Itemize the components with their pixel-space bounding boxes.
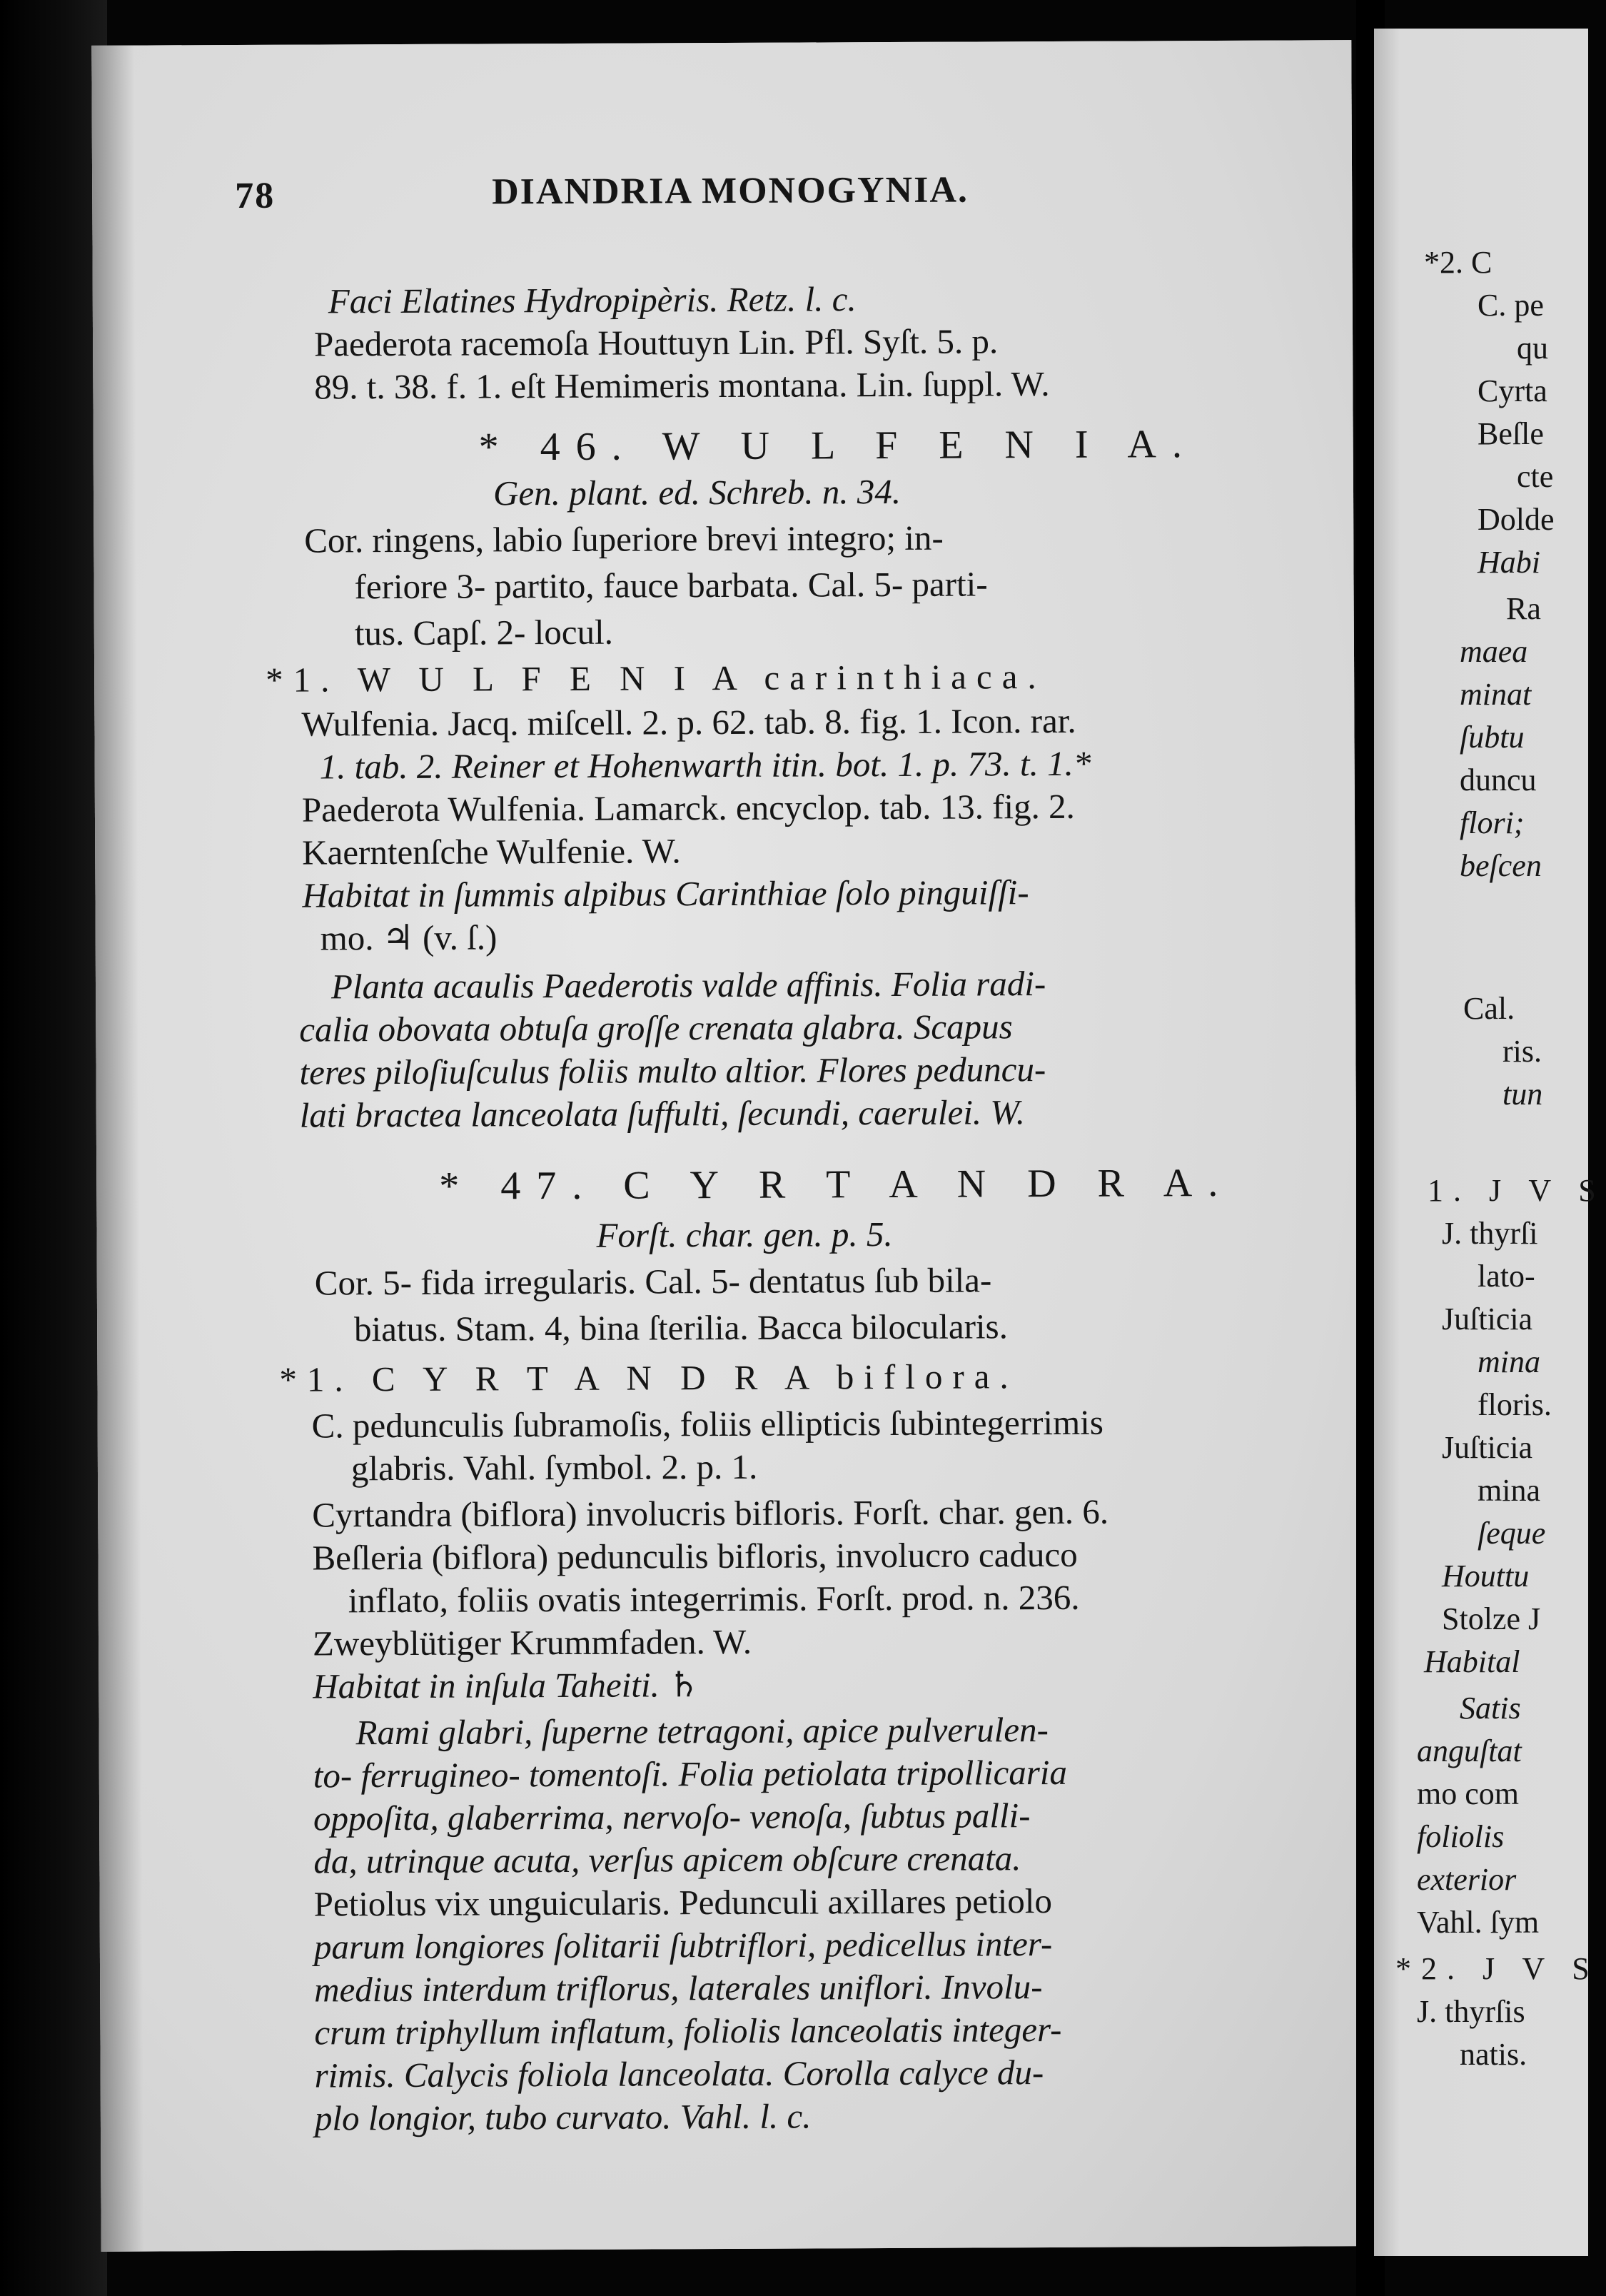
text-line: lato- (1478, 1259, 1535, 1294)
text-line: Cor. 5- fida irregularis. Cal. 5- dentatus ſub bila- (314, 1260, 992, 1303)
text-line: Ra (1506, 591, 1541, 626)
species-heading: *1. W U L F E N I A carinthiaca. (266, 657, 1046, 700)
text-line: Cal. (1463, 991, 1515, 1026)
right-page-fragment (1374, 29, 1606, 2256)
text-line: natis. (1460, 2037, 1527, 2072)
text-line: C. pe (1478, 288, 1544, 323)
text-line: Kaerntenſche Wulfenie. W. (302, 831, 681, 872)
text-line: Juſticia (1442, 1430, 1533, 1465)
text-line: ſubtu (1460, 720, 1525, 755)
text-line: lati bractea lanceolata ſuffulti, ſecundi, caerulei. W. (299, 1092, 1026, 1135)
text-line: Gen. plant. ed. Schreb. n. 34. (493, 471, 902, 513)
text-line: biatus. Stam. 4, bina ſterilia. Bacca bilocularis. (353, 1306, 1009, 1349)
left-page (91, 40, 1360, 2252)
text-line: Cyrta (1478, 373, 1547, 408)
text-line: ris. (1503, 1034, 1542, 1069)
text-line: 1. tab. 2. Reiner et Hohenwarth itin. bot. 1. p. 73. t. 1.* (319, 743, 1091, 787)
text-line: Paederota Wulfenia. Lamarck. encyclop. tab. 13. fig. 2. (301, 786, 1075, 830)
text-line: da, utrinque acuta, verſus apicem obſcure crenata. (313, 1838, 1021, 1881)
text-line: Forſt. char. gen. p. 5. (596, 1214, 893, 1255)
text-line: C. pedunculis ſubramoſis, foliis ellipticis ſubintegerrimis (311, 1402, 1104, 1446)
text-line: crum triphyllum inflatum, foliolis lanceolatis integer- (314, 2009, 1062, 2053)
text-line: feriore 3- partito, fauce barbata. Cal. 5- parti- (354, 564, 988, 607)
text-line: tus. Capſ. 2- locul. (354, 612, 614, 653)
book-binding (0, 0, 107, 2296)
text-line: inflato, foliis ovatis integerrimis. Forſt. prod. n. 236. (348, 1577, 1080, 1621)
text-line: Stolze J (1442, 1601, 1541, 1636)
text-line: calia obovata obtuſa groſſe crenata glabra. Scapus (299, 1007, 1013, 1049)
text-line: mina (1478, 1344, 1540, 1379)
running-head: DIANDRIA MONOGYNIA. (492, 169, 969, 213)
text-line: anguſtat (1417, 1733, 1522, 1768)
text-line: foliolis (1417, 1819, 1505, 1854)
text-line: Habitat in inſula Taheiti. ♄ (313, 1665, 700, 1706)
text-line: mo. ♃ (v. ſ.) (320, 917, 498, 958)
text-line: mo com (1417, 1776, 1519, 1811)
text-line: tun (1503, 1077, 1543, 1112)
text-line: Beſleria (biflora) pedunculis bifloris, involucro caduco (312, 1534, 1078, 1578)
text-line: Beſle (1478, 416, 1544, 451)
text-line: J. thyrſi (1442, 1216, 1538, 1251)
text-line: ſeque (1478, 1516, 1546, 1551)
text-line: Habitat in ſummis alpibus Carinthiae ſolo pinguiſſi- (302, 872, 1029, 915)
text-line: mina (1478, 1473, 1540, 1508)
text-line: Faci Elatines Hydropipèris. Retz. l. c. (328, 279, 857, 321)
text-line: Satis (1460, 1691, 1521, 1726)
text-line: plo longior, tubo curvato. Vahl. l. c. (314, 2096, 812, 2138)
text-line: floris. (1478, 1387, 1552, 1422)
text-line: Petiolus vix unguicularis. Pedunculi axillares petiolo (313, 1881, 1053, 1924)
genus-heading: * 47. C Y R T A N D R A. (439, 1160, 1234, 1209)
text-line: Planta acaulis Paederotis valde affinis. Folia radi- (330, 964, 1046, 1007)
text-line: Zweyblütiger Krummfaden. W. (312, 1621, 752, 1663)
text-line: qu (1517, 331, 1548, 366)
text-line: Cor. ringens, labio ſuperiore brevi integro; in- (304, 518, 944, 560)
genus-heading: * 46. W U L F E N I A. (478, 422, 1198, 470)
text-line: Paederota racemoſa Houttuyn Lin. Pfl. Syſt. 5. p. (313, 321, 999, 364)
species-heading: 1. J V S (1428, 1173, 1606, 1208)
text-line: rimis. Calycis foliola lanceolata. Corolla calyce du- (314, 2053, 1044, 2095)
text-line: to- ferrugineo- tomentoſi. Folia petiolata tripollicaria (313, 1752, 1068, 1796)
text-line: Houttu (1442, 1559, 1530, 1593)
text-line: Wulfenia. Jacq. miſcell. 2. p. 62. tab. 8. fig. 1. Icon. rar. (301, 700, 1076, 744)
text-line: exterior (1417, 1862, 1517, 1897)
text-line: oppoſita, glaberrima, nervoſo- venoſa, ſubtus palli- (313, 1796, 1031, 1838)
text-line: J. thyrſis (1417, 1994, 1525, 2029)
text-line: Habital (1424, 1644, 1520, 1679)
text-line: duncu (1460, 762, 1537, 797)
text-line: flori; (1460, 805, 1525, 840)
species-heading: *1. C Y R T A N D R A biflora. (279, 1356, 1019, 1399)
text-line: Vahl. ſym (1417, 1905, 1540, 1940)
page-number: 78 (235, 175, 276, 216)
text-line: Habi (1478, 545, 1540, 580)
text-line: teres piloſiuſculus foliis multo altior. Flores peduncu- (299, 1049, 1046, 1092)
text-line: Rami glabri, ſuperne tetragoni, apice pulverulen- (355, 1710, 1049, 1753)
text-line: Cyrtandra (biflora) involucris bifloris. Forſt. char. gen. 6. (312, 1491, 1109, 1535)
text-line: Juſticia (1442, 1301, 1533, 1336)
text-line: maea (1460, 634, 1528, 669)
text-line: glabris. Vahl. ſymbol. 2. p. 1. (350, 1446, 758, 1489)
text-line: *2. C (1424, 245, 1493, 280)
text-line: 89. t. 38. f. 1. eſt Hemimeris montana. Lin. ſuppl. W. (314, 364, 1050, 407)
text-line: cte (1517, 459, 1554, 494)
text-line: Dolde (1478, 502, 1555, 537)
text-line: beſcen (1460, 848, 1542, 883)
species-heading: *2. J V S (1395, 1951, 1600, 1986)
text-line: parum longiores ſolitarii ſubtriflori, pedicellus inter- (313, 1924, 1053, 1967)
text-line: minat (1460, 677, 1532, 712)
text-line: medius interdum triflorus, laterales uniflori. Involu- (314, 1967, 1043, 2010)
